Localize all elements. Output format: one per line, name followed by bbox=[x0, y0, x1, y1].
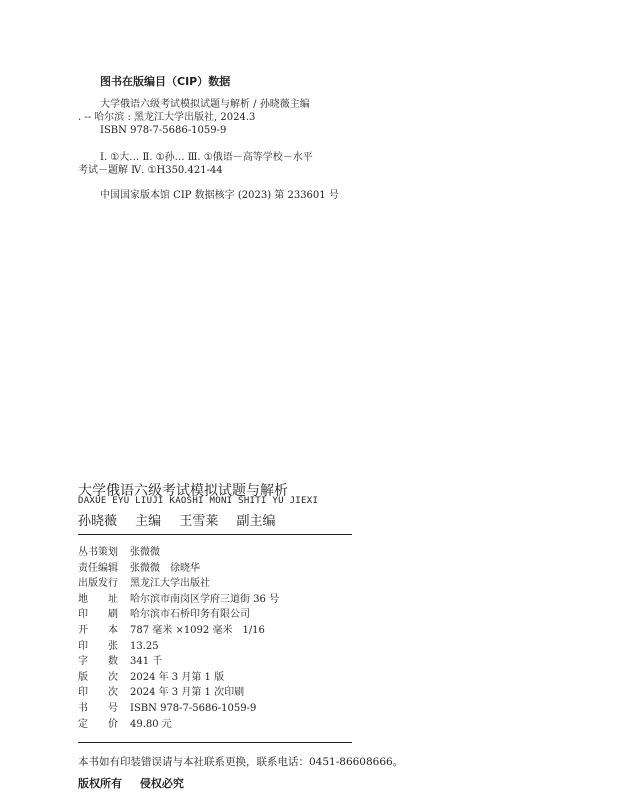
cip-heading: 图书在版编目（CIP）数据 bbox=[100, 75, 231, 88]
info-value: 787 毫米 ×1092 毫米 1/16 bbox=[130, 624, 265, 636]
book-title: 大学俄语六级考试模拟试题与解析 bbox=[78, 483, 288, 499]
cip-line-1: 大学俄语六级考试模拟试题与解析 / 孙晓薇主编 bbox=[100, 99, 310, 110]
info-value: 2024 年 3 月第 1 版 bbox=[130, 671, 225, 683]
info-value: 张微微 徐晓华 bbox=[130, 562, 200, 574]
info-row bbox=[78, 561, 279, 577]
rights-reserved: 版权所有 bbox=[78, 777, 122, 790]
info-value: 哈尔滨市石桥印务有限公司 bbox=[130, 609, 250, 621]
info-label: 开 本 bbox=[78, 624, 118, 636]
book-pinyin: DAXUE EYU LIUJI KAOSHI MONI SHITI YU JIEXI bbox=[78, 496, 319, 506]
info-row bbox=[78, 592, 279, 608]
info-label: 责任编辑 bbox=[78, 562, 118, 574]
copyright-notice bbox=[78, 775, 198, 791]
cip-line-3: ISBN 978-7-5686-1059-9 bbox=[100, 125, 227, 136]
info-value: 341 千 bbox=[130, 656, 163, 668]
info-value: 2024 年 3 月第 1 次印刷 bbox=[130, 687, 245, 699]
info-label: 印 次 bbox=[78, 687, 118, 699]
info-value: 黑龙江大学出版社 bbox=[130, 578, 210, 590]
cip-line-6: 中国国家版本馆 CIP 数据核字 (2023) 第 233601 号 bbox=[100, 190, 339, 201]
info-value: 张微微 bbox=[130, 547, 160, 558]
chief-editor: 孙晓薇 bbox=[78, 514, 118, 529]
authors bbox=[78, 510, 289, 529]
info-row bbox=[78, 576, 279, 592]
info-label: 丛书策划 bbox=[78, 547, 118, 558]
info-label: 定 价 bbox=[78, 718, 118, 730]
cip-line-2: . -- 哈尔滨 : 黑龙江大学出版社, 2024.3 bbox=[78, 112, 256, 123]
info-row bbox=[78, 685, 279, 701]
deputy-editor: 王雪莱 bbox=[179, 514, 219, 529]
divider-top bbox=[78, 534, 352, 535]
infringement-warning: 侵权必究 bbox=[139, 777, 184, 790]
info-row bbox=[78, 639, 279, 655]
info-label: 印 刷 bbox=[78, 609, 118, 621]
info-row bbox=[78, 717, 279, 733]
cip-line-4: Ⅰ. ①大… Ⅱ. ①孙… Ⅲ. ①俄语－高等学校－水平 bbox=[100, 152, 313, 163]
publication-info bbox=[78, 545, 279, 732]
info-row bbox=[78, 623, 279, 639]
info-label: 印 张 bbox=[78, 640, 118, 652]
info-value: 13.25 bbox=[130, 640, 159, 652]
info-row bbox=[78, 545, 279, 561]
deputy-role: 副主编 bbox=[236, 514, 276, 529]
info-row bbox=[78, 607, 279, 623]
reprint-notice: 本书如有印装错误请与本社联系更换，联系电话：0451-86608666。 bbox=[78, 756, 404, 768]
info-value: 哈尔滨市南岗区学府三道街 36 号 bbox=[130, 593, 280, 605]
info-row bbox=[78, 701, 279, 717]
info-label: 字 数 bbox=[78, 656, 118, 668]
divider-bottom bbox=[78, 742, 352, 743]
info-label: 地 址 bbox=[78, 593, 118, 605]
cip-line-5: 考试－题解 Ⅳ. ①H350.421-44 bbox=[78, 165, 223, 176]
info-label: 版 次 bbox=[78, 671, 118, 683]
info-label: 出版发行 bbox=[78, 578, 118, 590]
info-row bbox=[78, 654, 279, 670]
info-row bbox=[78, 670, 279, 686]
chief-role: 主编 bbox=[135, 514, 162, 529]
info-value: ISBN 978-7-5686-1059-9 bbox=[130, 702, 257, 714]
info-value: 49.80 元 bbox=[130, 718, 172, 730]
info-label: 书 号 bbox=[78, 702, 118, 714]
